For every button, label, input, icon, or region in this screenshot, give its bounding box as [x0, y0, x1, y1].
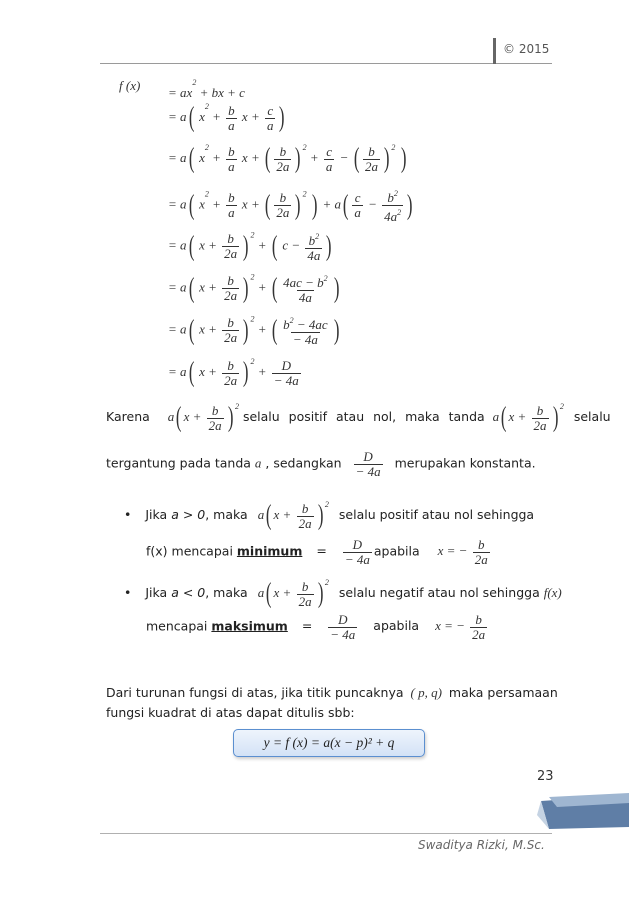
paragraph-fungsi: fungsi kuadrat di atas dapat ditulis sbb:	[106, 705, 355, 720]
derivation-line-8: = a( x + $\frac{b}{2a}$ ) $^2$ + $\frac{D}{- 4a}$	[168, 357, 299, 389]
bullet1-jika: Jika	[145, 507, 168, 522]
sedangkan-text: , sedangkan	[265, 455, 342, 471]
bullet-dot-icon: •	[124, 585, 132, 600]
turunan-text: Dari turunan fungsi di atas, jika titik puncaknya	[106, 685, 404, 700]
bullet1-eq: =	[316, 543, 327, 559]
header-rule	[100, 63, 552, 64]
header-divider	[493, 38, 496, 64]
bullet2-cond: a < 0	[171, 585, 206, 600]
karena-word: Karena	[106, 409, 150, 424]
turunan-pq: ( p, q)	[410, 685, 442, 700]
bullet1-apabila: apabila	[373, 543, 420, 559]
bullet2-mencapai: mencapai	[146, 618, 208, 634]
derivation-line-5: = a( x + $\frac{b}{2a}$ ) $^2$ + ( c − $\frac{b^2}{4a}$ )	[168, 230, 332, 263]
karena-selalu: selalu	[573, 409, 611, 424]
page-corner-decoration	[529, 793, 629, 833]
derivation-line-1: = $ax^2$ + bx + c	[168, 78, 245, 100]
paragraph-tergantung: tergantung pada tanda a , sedangkan $\frac{D}{- 4a}$ merupakan konstanta.	[106, 449, 536, 479]
page-corner-graphic	[529, 793, 629, 833]
karena-mid: selalu positif atau nol, maka tanda	[242, 409, 485, 424]
paragraph-karena: Karena a( x + $\frac{b}{2a}$ ) $^2$ selalu positif atau nol, maka tanda a( x + $\frac{b}{2a}$ ) $^2$ selalu	[106, 402, 611, 434]
bullet1-maka: , maka	[205, 507, 248, 522]
page-number: 23	[537, 769, 554, 784]
derivation-line-3: = a( $x^2$ + $\frac{b}{a}$ x + ( $\frac{b}{2a}$ ) $^2$ + $\frac{c}{a}$ − ( $\frac{b}{2a}$ ) $^2$ )	[168, 143, 407, 175]
bullet2-keyword: maksimum	[211, 618, 288, 634]
bullet-positive: • Jika a > 0, maka a( x + $\frac{b}{2a}$ ) $^2$ selalu positif atau nol sehingga	[124, 500, 535, 532]
bullet2-eq: =	[301, 618, 313, 634]
footer-author: Swaditya Rizki, M.Sc.	[418, 838, 545, 852]
bullet1-cond: a > 0	[171, 507, 206, 522]
tergantung-a: a	[254, 455, 262, 471]
formula-box	[233, 729, 425, 757]
bullet1-rest: selalu positif atau nol sehingga	[338, 507, 535, 522]
bullet2-jika: Jika	[145, 585, 168, 600]
tergantung-text: tergantung pada tanda	[106, 455, 251, 471]
bullet2-line2: mencapai maksimum = $\frac{D}{- 4a}$ apabila x = − $\frac{b}{2a}$	[146, 612, 486, 642]
formula-text: y = f (x) = a(x − p)² + q	[263, 735, 395, 750]
bullet1-fx-mencapai: f(x) mencapai	[146, 543, 233, 559]
footer-rule	[100, 833, 552, 834]
turunan-persamaan: maka persamaan	[448, 685, 558, 700]
derivation-line-6: = a( x + $\frac{b}{2a}$ ) $^2$ + ( $\frac{4ac - b^2}{4a}$ )	[168, 272, 340, 305]
derivation-line-2: = a( $x^2$ + $\frac{b}{a}$ x + $\frac{c}{a}$ )	[168, 102, 285, 134]
bullet2-maka: , maka	[205, 585, 248, 600]
bullet2-apabila: apabila	[373, 618, 420, 634]
bullet1-line2: f(x) mencapai minimum = $\frac{D}{- 4a}$ apabila x = − $\frac{b}{2a}$	[146, 537, 488, 567]
konstanta-text: merupakan konstanta.	[394, 455, 536, 471]
bullet2-fx: f(x)	[543, 585, 562, 600]
header-copyright: © 2015	[503, 42, 550, 56]
paragraph-turunan	[106, 685, 558, 701]
bullet-negative: • Jika a < 0, maka a( x + $\frac{b}{2a}$ ) $^2$ selalu negatif atau nol sehingga f(x)	[124, 578, 562, 610]
bullet1-keyword: minimum	[236, 543, 303, 559]
bullet2-rest: selalu negatif atau nol sehingga	[338, 585, 540, 600]
derivation-line-7: = a( x + $\frac{b}{2a}$ ) $^2$ + ( $\frac{b^2 - 4ac}{- 4a}$ )	[168, 314, 340, 347]
derivation-lhs: f (x)	[119, 78, 141, 93]
derivation-line-4: = a( $x^2$ + $\frac{b}{a}$ x + ( $\frac{b}{2a}$ ) $^2$ ) + a( $\frac{c}{a}$ − $\frac{b^2}{4a^2}$ )	[168, 189, 413, 224]
bullet-dot-icon: •	[124, 507, 132, 522]
